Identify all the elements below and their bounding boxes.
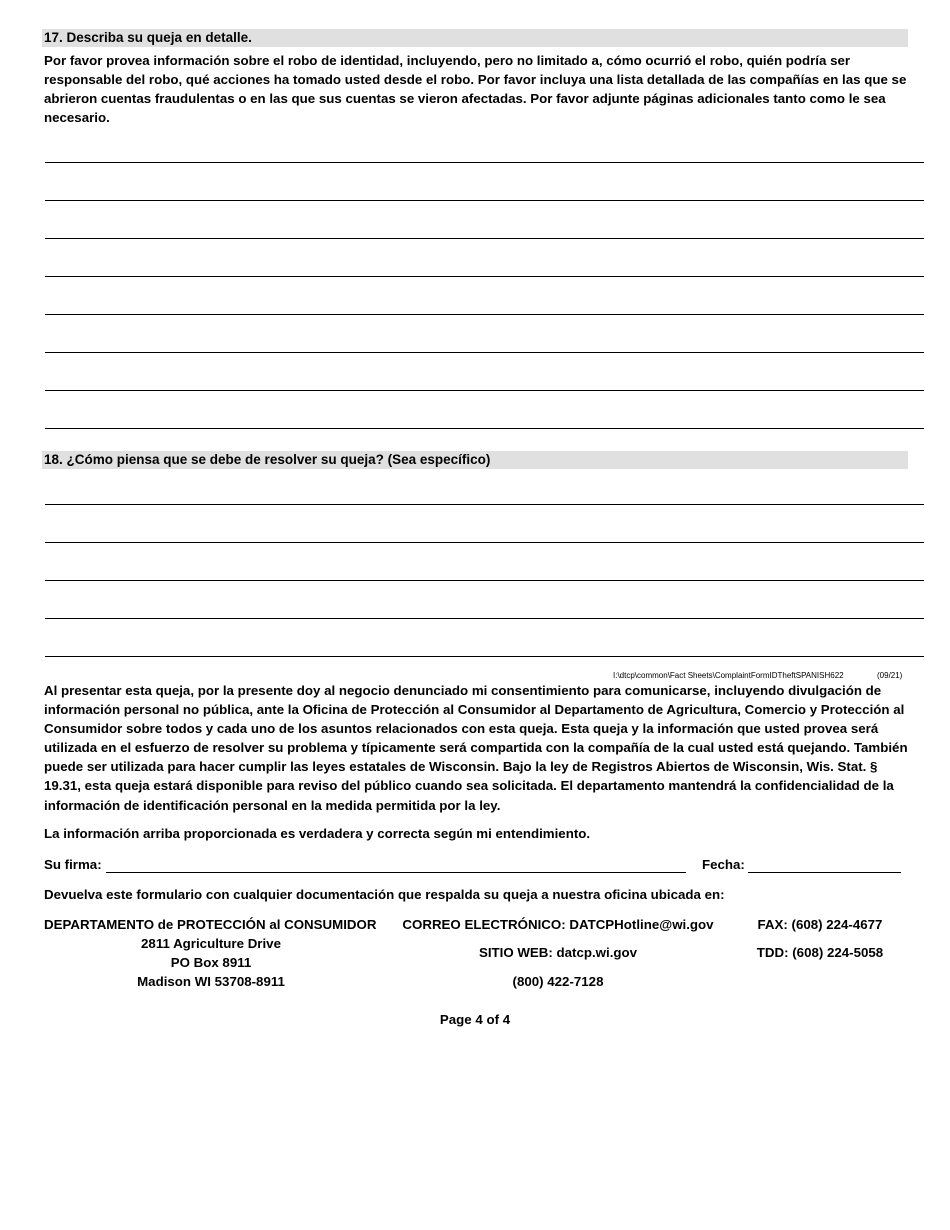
file-path: I:\dtcp\common\Fact Sheets\ComplaintFormIDTheftSPANISH622 — [613, 671, 844, 680]
section-18-heading: 18. ¿Cómo piensa que se debe de resolver su queja? (Sea específico) — [42, 451, 908, 469]
section-17-instructions: Por favor provea información sobre el robo de identidad, incluyendo, pero no limitado a, cómo ocurrió el robo, quién podría ser responsable del robo, qué acciones ha tomado usted desde el robo. Por favor incluya una lista detallada de las compañías en las que se abrieron cuentas fraudulentas o en las que sus cuentas se vieron afectadas. Por favor adjunte páginas adicionales tanto como le sea necesario. — [44, 53, 907, 125]
attestation-statement: La información arriba proporcionada es verdadera y correcta según mi entendimiento. — [44, 826, 591, 841]
answer-line[interactable] — [45, 542, 924, 543]
address-city: Madison WI 53708-8911 — [137, 974, 285, 989]
contact-email: CORREO ELECTRÓNICO: DATCPHotline@wi.gov — [402, 917, 714, 932]
date-field[interactable] — [748, 858, 901, 873]
answer-line[interactable] — [45, 390, 924, 391]
answer-line[interactable] — [45, 504, 924, 505]
answer-line[interactable] — [45, 618, 924, 619]
address-po-box: PO Box 8911 — [170, 955, 252, 970]
contact-fax: FAX: (608) 224-4677 — [757, 917, 883, 932]
contact-tdd: TDD: (608) 224-5058 — [756, 945, 884, 960]
answer-line[interactable] — [45, 276, 924, 277]
answer-line[interactable] — [45, 428, 924, 429]
answer-line[interactable] — [45, 656, 924, 657]
consent-paragraph: Al presentar esta queja, por la presente doy al negocio denunciado mi consentimiento para comunicarse, incluyendo divulgación de información personal no pública, ante la Oficina de Protección al Consumidor al Departamento de Agricultura, Comercio y Protección al Consumidor sobre todos y cada uno de los asuntos relacionados con esta queja. Esta queja y la información que usted provea será utilizada en el esfuerzo de resolver su problema y típicamente será compartida con la compañía de la cual usted está quejando. También puede ser utilizada para hacer cumplir las leyes estatales de Wisconsin. Bajo la ley de Registros Abiertos de Wisconsin, Wis. Stat. § 19.31, esta queja estará disponible para reviso del público cuando sea solicitada. El departamento mantendrá la confidencialidad de la información de identificación personal en la medida permitida por la ley. — [44, 683, 908, 813]
page-number: Page 4 of 4 — [439, 1012, 511, 1027]
contact-website: SITIO WEB: datcp.wi.gov — [478, 945, 638, 960]
answer-line[interactable] — [45, 314, 924, 315]
signature-label: Su firma: — [44, 857, 102, 872]
answer-line[interactable] — [45, 580, 924, 581]
date-label: Fecha: — [702, 857, 745, 872]
file-date: (09/21) — [877, 671, 903, 680]
address-street: 2811 Agriculture Drive — [141, 936, 281, 951]
answer-line[interactable] — [45, 200, 924, 201]
contact-phone: (800) 422-7128 — [512, 974, 604, 989]
answer-line[interactable] — [45, 352, 924, 353]
answer-line[interactable] — [45, 162, 924, 163]
return-instructions: Devuelva este formulario con cualquier documentación que respalda su queja a nuestra oficina ubicada en: — [44, 887, 725, 902]
answer-line[interactable] — [45, 238, 924, 239]
signature-field[interactable] — [106, 858, 686, 873]
department-name: DEPARTAMENTO de PROTECCIÓN al CONSUMIDOR — [44, 917, 377, 932]
section-17-heading: 17. Describa su queja en detalle. — [42, 29, 908, 47]
